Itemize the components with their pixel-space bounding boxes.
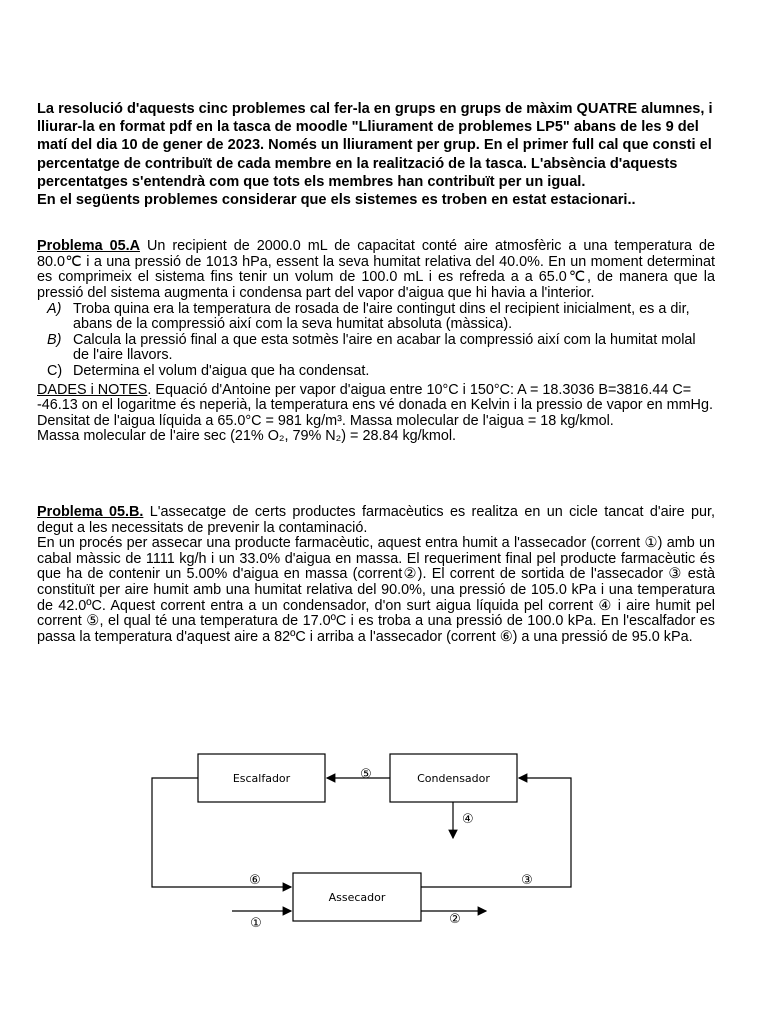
stream-2-label: ②: [449, 912, 461, 927]
problem-05a-notes: [37, 383, 715, 445]
notes-air-molar-mass: Massa molecular de l'aire sec (21% O₂, 79% N₂) = 28.84 kg/kmol.: [37, 428, 457, 445]
notes-density: Densitat de l'aigua líquida a 65.0°C = 981 kg/m³. Massa molecular de l'aigua = 18 kg/kmol.: [37, 412, 614, 429]
problem-05b-text: L'assecatge de certs productes farmacèutics es realitza en un cicle tancat d'aire pur, degut a les necessitats de prevenir la contaminació.: [37, 503, 715, 536]
problem-05b-intro: [37, 505, 715, 536]
question-c-label: C): [47, 362, 63, 379]
problem-05a-statement: [37, 239, 715, 301]
instructions-paragraph: La resolució d'aquests cinc problemes cal fer-la en grups en grups de màxim QUATRE alumnes, i lliurar-la en format pdf en la tasca de moodle "Lliurament de problemes LP5" abans de les 9 del matí del dia 10 de gener de 2023. Només un lliurament per grup. En el primer full cal que consti el percentatge de contribuït de cada membre en la realització de la tasca. L'absència d'aquests percentatges s'entendrà com que tots els membres han contribuït per un igual.: [37, 101, 713, 190]
question-b-label: B): [47, 331, 62, 348]
question-b: [37, 333, 715, 364]
assecador-label: Assecador: [328, 891, 386, 904]
instructions: [37, 100, 715, 209]
problem-05a-title: Problema 05.A: [37, 238, 140, 255]
stream-4-label: ④: [462, 812, 474, 827]
instructions-steady-state: En el següents problemes considerar que els sistemes es troben en estat estacionari..: [37, 192, 636, 209]
question-b-text: Calcula la pressió final a que esta sotmès l'aire en acabar la compressió així com la humitat molal de l'aire llavors.: [73, 331, 696, 364]
question-a-label: A): [47, 300, 62, 317]
question-c-text: Determina el volum d'aigua que ha condensat.: [73, 362, 370, 379]
stream-5-label: ⑤: [360, 767, 372, 782]
process-flow-diagram: [0, 740, 768, 940]
question-a-text: Troba quina era la temperatura de rosada de l'aire contingut dins el recipient inicialment, es a dir, abans de la compressió així com la seva humitat absoluta (màssica).: [73, 300, 690, 333]
stream-1-label: ①: [250, 916, 262, 931]
problem-05a-questions: [37, 302, 715, 380]
question-c: [37, 364, 715, 380]
problem-05b: [37, 505, 715, 645]
notes-antoine-text: . Equació d'Antoine per vapor d'aigua entre 10°C i 150°C: A = 18.3036 B=3816.44 C= -46.13 on el logaritme és neperià, la temperatura ens vé donada en Kelvin i la pressio de vapor en mmHg.: [37, 381, 713, 414]
stream-3-label: ③: [521, 873, 533, 888]
stream-6-label: ⑥: [249, 873, 261, 888]
problem-05a-text: Un recipient de 2000.0 mL de capacitat conté aire atmosfèric a una temperatura de 80.0℃ i a una pressió de 1013 hPa, essent la seva humitat relativa del 40.0%. En un moment determinat es comprimeix el sistema fins tenir un volum de 100.0 mL i es refreda a a 65.0℃, de manera que la pressió del sistema augmenta i condensa part del vapor d'aigua que hi havia a l'interior.: [37, 238, 715, 301]
notes-antoine: [37, 383, 715, 414]
problem-05a: [37, 239, 715, 445]
escalfador-label: Escalfador: [232, 772, 291, 785]
question-a: [37, 302, 715, 333]
problem-05b-description: En un procés per assecar una producte farmacèutic, aquest entra humit a l'assecador (corrent ①) amb un cabal màssic de 1111 kg/h i un 33.0% d'aigua en massa. El requeriment final pel producte farmacèutic és que ha de contenir un 5.00% d'aigua en massa (corrent②). El corrent de sortida de l'assecador ③ està constituït per aire humit amb una humitat relativa del 90.0%, una pressió de 105.0 kPa i una temperatura de 42.0ºC. Aquest corrent entra a un condensador, d'on surt aigua líquida pel corrent ④ i aire humit pel corrent ⑤, el qual té una temperatura de 17.0ºC i es troba a una pressió de 100.0 kPa. En l'escalfador es passa la temperatura d'aquest aire a 82ºC i arriba a l'assecador (corrent ⑥) a una pressió de 95.0 kPa.: [37, 535, 715, 645]
document-page: [37, 100, 715, 645]
condensador-label: Condensador: [417, 772, 490, 785]
notes-title: DADES i NOTES: [37, 381, 148, 398]
problem-05b-title: Problema 05.B.: [37, 503, 144, 520]
